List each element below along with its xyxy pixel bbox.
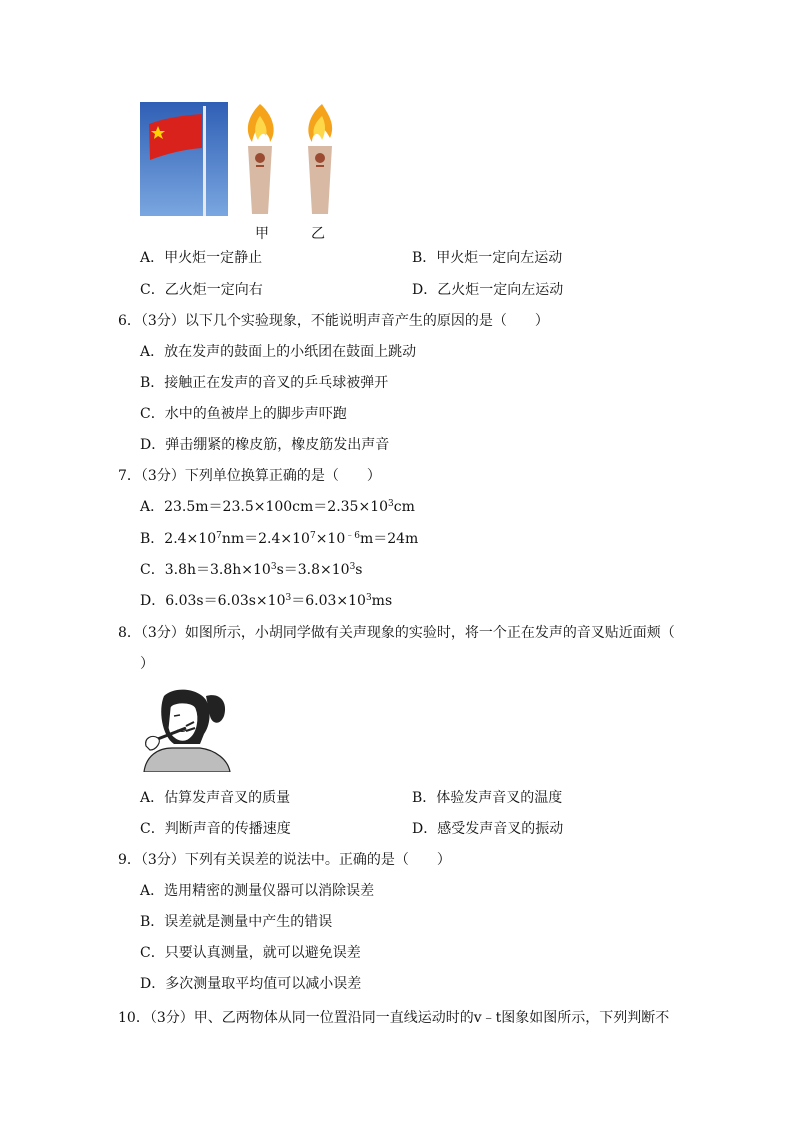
q9-option-b: B．误差就是测量中产生的错误 [140,914,333,930]
q9-stem: 9．（3分）下列有关误差的说法中。正确的是（ ） [118,852,451,868]
q10-stem: 10．（3分）甲、乙两物体从同一位置沿同一直线运动时的v﹣t图象如图所示，下列判断不 [118,1010,670,1026]
q6-option-d: D．弹击绷紧的橡皮筋，橡皮筋发出声音 [140,437,390,453]
q5-option-d: D．乙火炬一定向左运动 [412,282,564,298]
girl-tuning-fork-figure [140,686,232,772]
q7-option-b: B．$2.4\times 10^7nm=2.4\times 10^7\times 10^{﹣6}m=24m$ [140,531,419,547]
q8-stem-line1: 8．（3分）如图所示，小胡同学做有关声现象的实验时，将一个正在发声的音叉贴近面颊（ [118,625,675,641]
q7-stem: 7．（3分）下列单位换算正确的是（ ） [118,468,381,484]
q6-option-a: A．放在发声的鼓面上的小纸团在鼓面上跳动 [140,344,417,360]
torch-jia-image [240,102,280,214]
torch-yi-image [300,102,340,214]
q8-option-b: B．体验发声音叉的温度 [412,790,563,806]
q8-option-d: D．感受发声音叉的振动 [412,821,564,837]
flag-photo [140,102,228,216]
q8-option-a: A．估算发声音叉的质量 [140,790,291,806]
q6-stem: 6．（3分）以下几个实验现象，不能说明声音产生的原因的是（ ） [118,313,549,329]
torch-yi-label: 乙 [311,226,325,242]
q9-option-a: A．选用精密的测量仪器可以消除误差 [140,883,375,899]
q6-option-b: B．接触正在发声的音叉的乒乓球被弹开 [140,375,389,391]
q9-option-c: C．只要认真测量，就可以避免误差 [140,945,361,961]
q5-option-a: A．甲火炬一定静止 [140,250,263,266]
q5-option-c: C．乙火炬一定向右 [140,282,263,298]
q8-stem-line2: ） [140,656,154,672]
q8-option-c: C．判断声音的传播速度 [140,821,291,837]
q5-option-b: B．甲火炬一定向左运动 [412,250,563,266]
q6-option-c: C．水中的鱼被岸上的脚步声吓跑 [140,406,347,422]
q7-option-d: D．$6.03s=6.03s\times 10^3=6.03\times 10^3ms$ [140,593,393,609]
q7-option-c: C．$3.8h=3.8h\times 10^3s=3.8\times 10^3s$ [140,562,363,578]
q7-option-a: A．$23.5m=23.5\times 100cm=2.35\times 10^3cm$ [140,499,415,515]
torch-jia-label: 甲 [255,226,269,242]
q9-option-d: D．多次测量取平均值可以减小误差 [140,976,362,992]
